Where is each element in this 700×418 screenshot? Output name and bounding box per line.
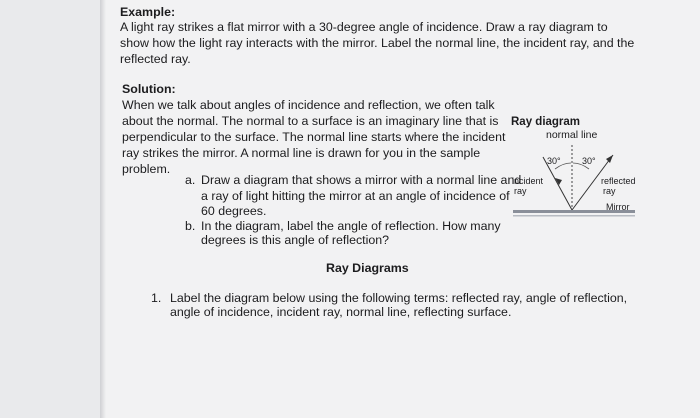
reflected-label-line-1: reflected — [601, 176, 636, 186]
solution-line-2: about the normal. The normal to a surface is an imaginary line that is — [122, 114, 499, 128]
normal-line-label: normal line — [546, 129, 598, 141]
page-edge-shadow — [100, 0, 106, 418]
example-line-1: A light ray strikes a flat mirror with a 30-degree angle of incidence. Draw a ray diagram to — [120, 20, 608, 34]
item-a-line-3: 60 degrees. — [201, 204, 267, 218]
mirror-label: Mirror — [606, 202, 630, 212]
reflected-label-line-2: ray — [603, 186, 616, 196]
item-b-marker: b. — [185, 219, 196, 233]
angle-left-label: 30° — [547, 156, 561, 166]
item-a-line-1: Draw a diagram that shows a mirror with a normal line and — [201, 173, 522, 187]
solution-line-1: When we talk about angles of incidence and reflection, we often talk — [122, 98, 495, 112]
incident-label-line-1: incident — [512, 176, 544, 186]
question-number: 1. — [151, 291, 162, 305]
item-a-line-2: a ray of light hitting the mirror at an angle of incidence of — [201, 189, 510, 203]
question-line-1: Label the diagram below using the following terms: reflected ray, angle of reflection, — [170, 291, 628, 305]
diagram-title: Ray diagram — [511, 116, 581, 128]
reflected-arrow-icon — [606, 155, 613, 163]
section-title: Ray Diagrams — [326, 261, 409, 275]
question-line-2: angle of incidence, incident ray, normal line, reflecting surface. — [170, 305, 512, 319]
solution-heading: Solution: — [122, 82, 176, 96]
item-b-line-1: In the diagram, label the angle of reflection. How many — [201, 219, 501, 233]
example-line-2: show how the light ray interacts with the mirror. Label the normal line, the incident ray, and the — [120, 36, 635, 50]
angle-right-label: 30° — [582, 156, 596, 166]
example-line-3: reflected ray. — [120, 52, 191, 66]
mirror-backing — [513, 215, 635, 217]
solution-line-5: problem. — [122, 162, 171, 176]
solution-line-3: perpendicular to the surface. The normal line starts where the incident — [122, 130, 506, 144]
solution-line-4: ray strikes the mirror. A normal line is drawn for you in the sample — [122, 146, 481, 160]
incident-label-line-2: ray — [514, 186, 527, 196]
item-a-marker: a. — [185, 173, 196, 187]
example-heading: Example: — [120, 5, 176, 19]
item-b-line-2: degrees is this angle of reflection? — [201, 233, 390, 247]
